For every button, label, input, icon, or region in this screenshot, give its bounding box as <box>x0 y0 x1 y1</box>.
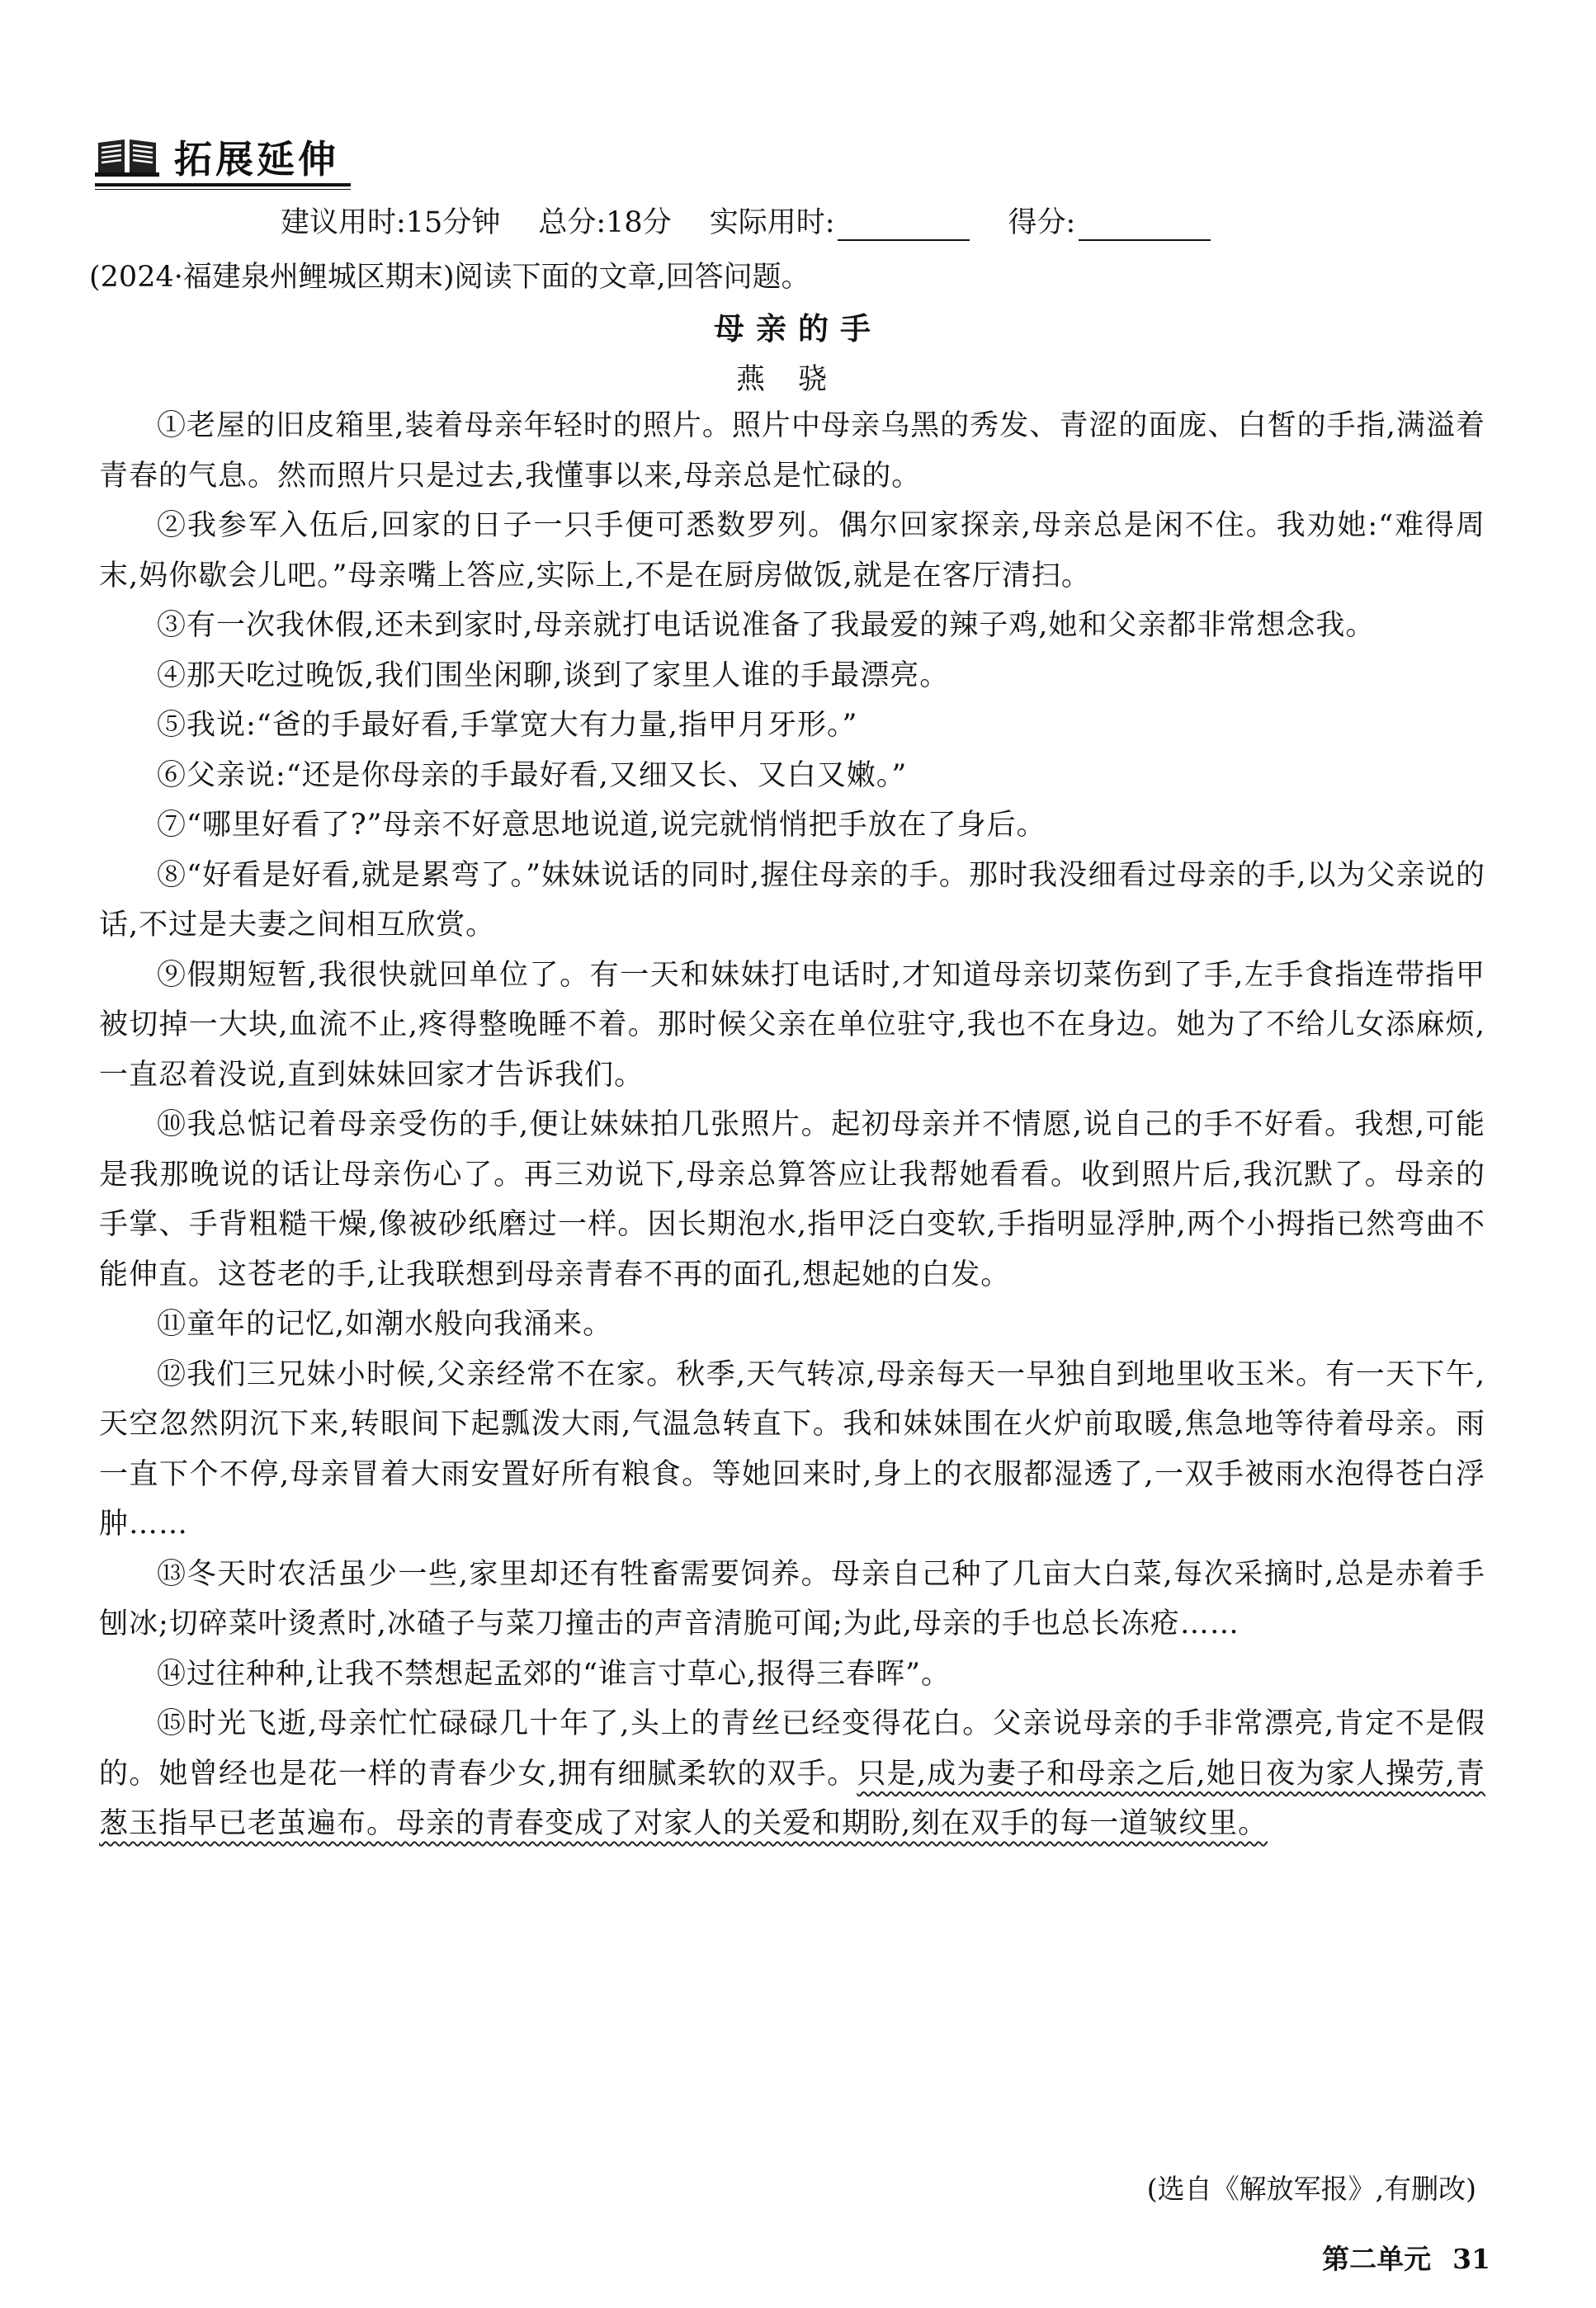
exercise-meta <box>281 200 1211 241</box>
section-title: 拓展延伸 <box>174 137 339 182</box>
article-title: 母亲的手 <box>714 311 882 347</box>
paragraph-10: ⑩我总惦记着母亲受伤的手,便让妹妹拍几张照片。起初母亲并不情愿,说自己的手不好看。我想,可能是我那晚说的话让母亲伤心了。再三劝说下,母亲总算答应让我帮她看看。收到照片后,我沉默了。母亲的手掌、手背粗糙干燥,像被砂纸磨过一样。因长期泡水,指甲泛白变软,手指明显浮肿,两个小拇指已然弯曲不能伸直。这苍老的手,让我联想到母亲青春不再的面孔,想起她的白发。 <box>99 1108 1485 1291</box>
paragraph-9: ⑨假期短暂,我很快就回单位了。有一天和妹妹打电话时,才知道母亲切菜伤到了手,左手食指连带指甲被切掉一大块,血流不止,疼得整晚睡不着。那时候父亲在单位驻守,我也不在身边。她为了不给儿女添麻烦,一直忍着没说,直到妹妹回家才告诉我们。 <box>99 958 1485 1092</box>
paragraph-7: ⑦“哪里好看了?”母亲不好意思地说道,说完就悄悄把手放在了身后。 <box>157 809 1046 842</box>
wavy-underlined-sentence: 只是,成为妻子和母亲之后,她日夜为家人操劳,青葱玉指早已老茧遍布。母亲的青春变成了对家人的关爱和期盼,刻在双手的每一道皱纹里。 <box>99 1757 1485 1840</box>
paragraph-12: ⑫我们三兄妹小时候,父亲经常不在家。秋季,天气转凉,母亲每天一早独自到地里收玉米。有一天下午,天空忽然阴沉下来,转眼间下起瓢泼大雨,气温急转直下。我和妹妹围在火炉前取暖,焦急地等待着母亲。雨一直下个不停,母亲冒着大雨安置好所有粮食。等她回来时,身上的衣服都湿透了,一双手被雨水泡得苍白浮肿…… <box>99 1357 1485 1541</box>
paragraph-3: ③有一次我休假,还未到家时,母亲就打电话说准备了我最爱的辣子鸡,她和父亲都非常想念我。 <box>157 609 1376 642</box>
section-divider-thin <box>95 189 351 190</box>
total-score: 总分:18分 <box>538 206 672 239</box>
actual-time-blank[interactable] <box>838 215 970 241</box>
open-book-icon <box>95 136 159 177</box>
paragraph-4: ④那天吃过晚饭,我们围坐闲聊,谈到了家里人谁的手最漂亮。 <box>157 658 950 692</box>
page-footer <box>1322 2238 1490 2277</box>
paragraph-13: ⑬冬天时农活虽少一些,家里却还有牲畜需要饲养。母亲自己种了几亩大白菜,每次采摘时,总是赤着手刨冰;切碎菜叶烫煮时,冰碴子与菜刀撞击的声音清脆可闻;为此,母亲的手也总长冻疮…… <box>99 1557 1485 1640</box>
citation: (选自《解放军报》,有删改) <box>1146 2173 1476 2205</box>
unit-label: 第二单元 <box>1322 2243 1432 2275</box>
article-body <box>99 401 1485 1849</box>
paragraph-2: ②我参军入伍后,回家的日子一只手便可悉数罗列。偶尔回家探亲,母亲总是闲不住。我劝她:“难得周末,妈你歇会儿吧。”母亲嘴上答应,实际上,不是在厨房做饭,就是在客厅清扫。 <box>99 509 1485 592</box>
actual-time-label: 实际用时: <box>709 206 835 239</box>
source-line: (2024·福建泉州鲤城区期末)阅读下面的文章,回答问题。 <box>89 261 810 294</box>
paragraph-5: ⑤我说:“爸的手最好看,手掌宽大有力量,指甲月牙形。” <box>157 709 858 742</box>
section-divider <box>95 183 351 186</box>
score-label: 得分: <box>1008 206 1076 239</box>
paragraph-6: ⑥父亲说:“还是你母亲的手最好看,又细又长、又白又嫩。” <box>157 758 908 792</box>
paragraph-15 <box>99 1699 1485 1849</box>
paragraph-8: ⑧“好看是好看,就是累弯了。”妹妹说话的同时,握住母亲的手。那时我没细看过母亲的手,以为父亲说的话,不过是夫妻之间相互欣赏。 <box>99 858 1485 942</box>
paragraph-15-text: ⑮时光飞逝,母亲忙忙碌碌几十年了,头上的青丝已经变得花白。父亲说母亲的手非常漂亮,肯定不是假的。她曾经也是花一样的青春少女,拥有细腻柔软的双手。 <box>99 1707 1485 1791</box>
section-header <box>95 130 367 183</box>
paragraph-11: ⑪童年的记忆,如潮水般向我涌来。 <box>157 1308 613 1341</box>
paragraph-14: ⑭过往种种,让我不禁想起孟郊的“谁言寸草心,报得三春晖”。 <box>157 1657 951 1691</box>
suggested-time: 建议用时:15分钟 <box>281 206 501 239</box>
score-blank[interactable] <box>1079 215 1211 241</box>
page-number: 31 <box>1452 2243 1490 2275</box>
paragraph-1: ①老屋的旧皮箱里,装着母亲年轻时的照片。照片中母亲乌黑的秀发、青涩的面庞、白皙的手指,满溢着青春的气息。然而照片只是过去,我懂事以来,母亲总是忙碌的。 <box>99 409 1485 493</box>
article-author: 燕骁 <box>735 363 860 396</box>
